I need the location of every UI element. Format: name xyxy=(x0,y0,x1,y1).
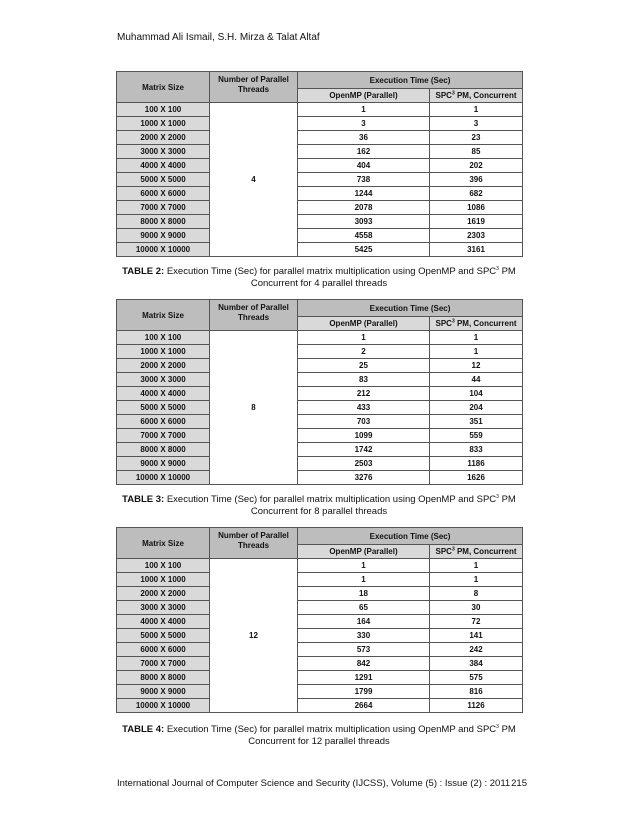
table-row xyxy=(117,131,523,145)
table-row xyxy=(117,331,523,345)
spc-time-cell: 104 xyxy=(430,387,523,401)
openmp-time-cell: 4558 xyxy=(298,229,430,243)
table-row xyxy=(117,103,523,117)
matrix-size-cell: 3000 X 3000 xyxy=(117,373,210,387)
caption-label: TABLE 4: xyxy=(122,724,165,735)
spc-time-cell: 1126 xyxy=(430,699,523,713)
openmp-time-cell: 65 xyxy=(298,601,430,615)
spc-time-cell: 23 xyxy=(430,131,523,145)
caption-label: TABLE 3: xyxy=(122,494,165,505)
threads-header: Number of Parallel Threads xyxy=(210,72,298,103)
openmp-time-cell: 1291 xyxy=(298,671,430,685)
matrix-size-cell: 5000 X 5000 xyxy=(117,173,210,187)
spc-time-cell: 1 xyxy=(430,331,523,345)
caption-tail: PM xyxy=(498,724,516,735)
table-row xyxy=(117,429,523,443)
matrix-size-cell: 2000 X 2000 xyxy=(117,359,210,373)
table-header-row xyxy=(117,300,523,317)
matrix-size-cell: 1000 X 1000 xyxy=(117,573,210,587)
matrix-size-header: Matrix Size xyxy=(117,72,210,103)
openmp-time-cell: 703 xyxy=(298,415,430,429)
spc-time-cell: 833 xyxy=(430,443,523,457)
caption-line-2: Concurrent for 12 parallel threads xyxy=(248,736,390,747)
caption-line-2: Concurrent for 4 parallel threads xyxy=(250,278,388,289)
spc-time-cell: 85 xyxy=(430,145,523,159)
spc-time-cell: 8 xyxy=(430,587,523,601)
matrix-size-cell: 9000 X 9000 xyxy=(117,229,210,243)
table-row xyxy=(117,201,523,215)
execution-time-header: Execution Time (Sec) xyxy=(298,72,523,89)
spc-time-cell: 1 xyxy=(430,573,523,587)
openmp-time-cell: 25 xyxy=(298,359,430,373)
table-row xyxy=(117,173,523,187)
spc-time-cell: 30 xyxy=(430,601,523,615)
openmp-time-cell: 2 xyxy=(298,345,430,359)
caption-superscript: 3 xyxy=(496,265,499,272)
spc-suffix: PM, Concurrent xyxy=(454,319,517,328)
openmp-time-cell: 573 xyxy=(298,643,430,657)
openmp-time-cell: 1244 xyxy=(298,187,430,201)
spc-time-cell: 1 xyxy=(430,103,523,117)
spc-superscript: 3 xyxy=(451,546,455,553)
spc-time-cell: 44 xyxy=(430,373,523,387)
table-row xyxy=(117,387,523,401)
spc-time-cell: 816 xyxy=(430,685,523,699)
matrix-size-cell: 5000 X 5000 xyxy=(117,629,210,643)
spc-time-cell: 12 xyxy=(430,359,523,373)
matrix-size-cell: 2000 X 2000 xyxy=(117,587,210,601)
table-row xyxy=(117,699,523,713)
spc-header xyxy=(430,317,523,331)
matrix-size-cell: 100 X 100 xyxy=(117,559,210,573)
spc-time-cell: 575 xyxy=(430,671,523,685)
spc-suffix: PM, Concurrent xyxy=(454,547,517,556)
matrix-size-cell: 7000 X 7000 xyxy=(117,657,210,671)
matrix-size-cell: 9000 X 9000 xyxy=(117,457,210,471)
openmp-header: OpenMP (Parallel) xyxy=(298,317,430,331)
openmp-time-cell: 1 xyxy=(298,331,430,345)
matrix-size-cell: 6000 X 6000 xyxy=(117,415,210,429)
table-row xyxy=(117,601,523,615)
openmp-time-cell: 1099 xyxy=(298,429,430,443)
table-row xyxy=(117,243,523,257)
execution-time-table xyxy=(116,71,523,257)
table-row xyxy=(117,415,523,429)
table-block xyxy=(116,71,522,257)
threads-header: Number of Parallel Threads xyxy=(210,300,298,331)
execution-time-table xyxy=(116,299,523,485)
matrix-size-cell: 1000 X 1000 xyxy=(117,345,210,359)
openmp-time-cell: 842 xyxy=(298,657,430,671)
table-row xyxy=(117,359,523,373)
spc-time-cell: 1 xyxy=(430,559,523,573)
spc-time-cell: 242 xyxy=(430,643,523,657)
spc-label: SPC xyxy=(435,547,452,556)
table-row xyxy=(117,657,523,671)
execution-time-table xyxy=(116,527,523,713)
execution-time-header: Execution Time (Sec) xyxy=(298,528,523,545)
openmp-time-cell: 330 xyxy=(298,629,430,643)
openmp-time-cell: 3093 xyxy=(298,215,430,229)
caption-label: TABLE 2: xyxy=(122,266,165,277)
spc-label: SPC xyxy=(435,91,452,100)
matrix-size-cell: 2000 X 2000 xyxy=(117,131,210,145)
table-row xyxy=(117,587,523,601)
matrix-size-cell: 10000 X 10000 xyxy=(117,243,210,257)
caption-tail: PM xyxy=(498,494,516,505)
matrix-size-cell: 7000 X 7000 xyxy=(117,201,210,215)
matrix-size-cell: 1000 X 1000 xyxy=(117,117,210,131)
table-row xyxy=(117,457,523,471)
openmp-time-cell: 83 xyxy=(298,373,430,387)
table-row xyxy=(117,573,523,587)
matrix-size-cell: 9000 X 9000 xyxy=(117,685,210,699)
threads-cell: 4 xyxy=(210,103,298,257)
matrix-size-cell: 3000 X 3000 xyxy=(117,601,210,615)
openmp-time-cell: 36 xyxy=(298,131,430,145)
table-caption xyxy=(116,724,522,748)
table-header-row xyxy=(117,528,523,545)
openmp-time-cell: 1799 xyxy=(298,685,430,699)
caption-line-2: Concurrent for 8 parallel threads xyxy=(250,506,388,517)
openmp-time-cell: 164 xyxy=(298,615,430,629)
matrix-size-cell: 5000 X 5000 xyxy=(117,401,210,415)
openmp-time-cell: 3 xyxy=(298,117,430,131)
openmp-header: OpenMP (Parallel) xyxy=(298,545,430,559)
caption-text: Execution Time (Sec) for parallel matrix multiplication using OpenMP and SPC xyxy=(164,266,497,277)
threads-cell: 8 xyxy=(210,331,298,485)
spc-time-cell: 682 xyxy=(430,187,523,201)
table-row xyxy=(117,629,523,643)
matrix-size-cell: 100 X 100 xyxy=(117,103,210,117)
spc-time-cell: 384 xyxy=(430,657,523,671)
spc-superscript: 3 xyxy=(451,318,455,325)
caption-tail: PM xyxy=(498,266,516,277)
matrix-size-cell: 10000 X 10000 xyxy=(117,699,210,713)
spc-suffix: PM, Concurrent xyxy=(454,91,517,100)
table-row xyxy=(117,373,523,387)
table-row xyxy=(117,145,523,159)
table-row xyxy=(117,215,523,229)
spc-time-cell: 351 xyxy=(430,415,523,429)
openmp-time-cell: 433 xyxy=(298,401,430,415)
table-row xyxy=(117,187,523,201)
openmp-time-cell: 2664 xyxy=(298,699,430,713)
matrix-size-cell: 10000 X 10000 xyxy=(117,471,210,485)
spc-header xyxy=(430,89,523,103)
matrix-size-cell: 4000 X 4000 xyxy=(117,615,210,629)
openmp-header: OpenMP (Parallel) xyxy=(298,89,430,103)
spc-time-cell: 204 xyxy=(430,401,523,415)
matrix-size-cell: 4000 X 4000 xyxy=(117,387,210,401)
table-row xyxy=(117,671,523,685)
openmp-time-cell: 3276 xyxy=(298,471,430,485)
matrix-size-cell: 8000 X 8000 xyxy=(117,443,210,457)
running-header: Muhammad Ali Ismail, S.H. Mirza & Talat Altaf xyxy=(117,32,320,43)
threads-cell: 12 xyxy=(210,559,298,713)
matrix-size-cell: 3000 X 3000 xyxy=(117,145,210,159)
caption-text: Execution Time (Sec) for parallel matrix multiplication using OpenMP and SPC xyxy=(164,494,497,505)
page-number: 215 xyxy=(511,778,527,789)
spc-header xyxy=(430,545,523,559)
spc-time-cell: 1186 xyxy=(430,457,523,471)
spc-superscript: 3 xyxy=(451,90,455,97)
openmp-time-cell: 18 xyxy=(298,587,430,601)
table-caption xyxy=(116,494,522,518)
spc-time-cell: 559 xyxy=(430,429,523,443)
caption-superscript: 3 xyxy=(496,723,499,730)
openmp-time-cell: 5425 xyxy=(298,243,430,257)
table-row xyxy=(117,685,523,699)
matrix-size-cell: 6000 X 6000 xyxy=(117,643,210,657)
table-row xyxy=(117,615,523,629)
openmp-time-cell: 162 xyxy=(298,145,430,159)
spc-time-cell: 396 xyxy=(430,173,523,187)
openmp-time-cell: 1 xyxy=(298,573,430,587)
table-row xyxy=(117,559,523,573)
matrix-size-cell: 8000 X 8000 xyxy=(117,671,210,685)
caption-line-1 xyxy=(116,266,522,278)
table-block xyxy=(116,527,522,713)
table-block xyxy=(116,299,522,485)
spc-time-cell: 1 xyxy=(430,345,523,359)
spc-time-cell: 2303 xyxy=(430,229,523,243)
caption-line-1 xyxy=(116,724,522,736)
table-row xyxy=(117,401,523,415)
execution-time-header: Execution Time (Sec) xyxy=(298,300,523,317)
page-footer xyxy=(117,778,527,789)
spc-time-cell: 1626 xyxy=(430,471,523,485)
table-row xyxy=(117,345,523,359)
openmp-time-cell: 2503 xyxy=(298,457,430,471)
caption-superscript: 3 xyxy=(496,493,499,500)
caption-line-1 xyxy=(116,494,522,506)
journal-citation: International Journal of Computer Science and Security (IJCSS), Volume (5) : Issue (2) : 2011 xyxy=(117,778,511,789)
caption-text: Execution Time (Sec) for parallel matrix multiplication using OpenMP and SPC xyxy=(164,724,497,735)
table-caption xyxy=(116,266,522,290)
spc-time-cell: 1619 xyxy=(430,215,523,229)
spc-time-cell: 72 xyxy=(430,615,523,629)
table-row xyxy=(117,443,523,457)
openmp-time-cell: 1742 xyxy=(298,443,430,457)
spc-label: SPC xyxy=(435,319,452,328)
openmp-time-cell: 212 xyxy=(298,387,430,401)
openmp-time-cell: 2078 xyxy=(298,201,430,215)
matrix-size-cell: 8000 X 8000 xyxy=(117,215,210,229)
table-row xyxy=(117,643,523,657)
table-row xyxy=(117,117,523,131)
spc-time-cell: 3161 xyxy=(430,243,523,257)
table-row xyxy=(117,229,523,243)
openmp-time-cell: 738 xyxy=(298,173,430,187)
threads-header: Number of Parallel Threads xyxy=(210,528,298,559)
matrix-size-header: Matrix Size xyxy=(117,528,210,559)
matrix-size-cell: 100 X 100 xyxy=(117,331,210,345)
spc-time-cell: 202 xyxy=(430,159,523,173)
spc-time-cell: 3 xyxy=(430,117,523,131)
matrix-size-cell: 6000 X 6000 xyxy=(117,187,210,201)
openmp-time-cell: 1 xyxy=(298,559,430,573)
matrix-size-header: Matrix Size xyxy=(117,300,210,331)
table-header-row xyxy=(117,72,523,89)
spc-time-cell: 1086 xyxy=(430,201,523,215)
spc-time-cell: 141 xyxy=(430,629,523,643)
matrix-size-cell: 4000 X 4000 xyxy=(117,159,210,173)
matrix-size-cell: 7000 X 7000 xyxy=(117,429,210,443)
openmp-time-cell: 404 xyxy=(298,159,430,173)
table-row xyxy=(117,471,523,485)
openmp-time-cell: 1 xyxy=(298,103,430,117)
table-row xyxy=(117,159,523,173)
